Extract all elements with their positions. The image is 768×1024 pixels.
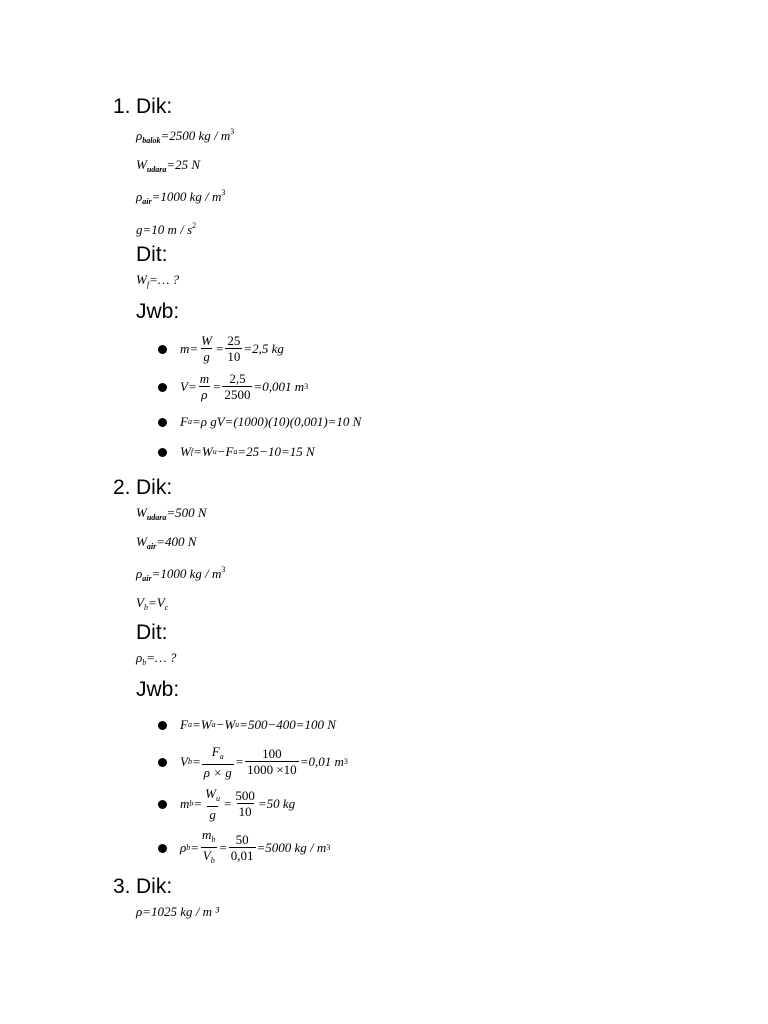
solution-step: V= $\frac{m}{\rho}$ = $\frac{2,5}{2500}$ =0,001 m 3 [158, 367, 713, 407]
problem-number: 3. [113, 875, 131, 898]
dit-label: Dit: [136, 621, 168, 644]
dik-label: Dik: [136, 476, 173, 499]
problem-1 [113, 94, 713, 467]
solution-list [158, 331, 713, 467]
bullet-dot [158, 800, 167, 809]
given-list [136, 900, 713, 924]
bullet-dot [158, 418, 167, 427]
solution-step: W f =W u −F a =25−10=15 N [158, 437, 713, 467]
given-list [136, 120, 713, 241]
jwb-label: Jwb: [136, 299, 180, 323]
find-line: $\rho_b=\dots$ ? [136, 650, 177, 667]
given-line: $W_{air}=400$ N [136, 533, 197, 551]
given-list [136, 501, 713, 619]
bullet-dot [158, 448, 167, 457]
problem-number: 2. [113, 476, 131, 499]
solution-list [158, 709, 713, 871]
solution-step: V b = $\frac{F_a}{\rho \times g}$ = $\frac{100}{1000 \times 10}$ =0,01 m 3 [158, 741, 713, 783]
problem-number: 1. [113, 95, 131, 118]
dik-heading [113, 475, 713, 501]
given-line: $\rho_{air}=1000$ kg / $m^3$ [136, 188, 226, 206]
given-line: g=10 m / $s^2$ [136, 220, 197, 237]
bullet-dot [158, 345, 167, 354]
solution-step: m= $\frac{W}{g}$ = $\frac{25}{10}$ =2,5 kg [158, 331, 713, 367]
dik-heading [113, 874, 713, 900]
given-line: $\rho_{balok}=2500$ kg / $m^3$ [136, 127, 235, 145]
jwb-label: Jwb: [136, 677, 180, 701]
bullet-dot [158, 721, 167, 730]
given-line: $W_{udara}=500$ N [136, 505, 207, 522]
problem-3 [113, 874, 713, 924]
given-line: $\rho_{air}=1000$ kg / $m^3$ [136, 565, 226, 583]
dit-label: Dit: [136, 243, 168, 266]
dik-label: Dik: [136, 875, 173, 898]
bullet-dot [158, 758, 167, 767]
given-line: ρ=1025 kg / m ³ [136, 904, 220, 919]
solution-step: F a =W a −W u =500−400=100 N [158, 709, 713, 741]
solution-step: m b = $\frac{W_u}{g}$ = $\frac{500}{10}$ =50 kg [158, 783, 713, 825]
bullet-dot [158, 383, 167, 392]
given-line: $W_{udara}=25$ N [136, 156, 201, 174]
bullet-dot [158, 844, 167, 853]
solution-step: F a =ρ gV=(1000)(10)(0,001)=10 N [158, 407, 713, 437]
problem-2 [113, 475, 713, 871]
dik-heading [113, 94, 713, 120]
dik-label: Dik: [136, 95, 173, 118]
solution-step: ρ b = $\frac{m_b}{V_b}$ = $\frac{50}{0,01}$ =5000 kg / m 3 [158, 825, 713, 871]
given-line: $V_b=V_c$ [136, 594, 169, 612]
find-line: $W_f=\dots$ ? [136, 272, 180, 289]
